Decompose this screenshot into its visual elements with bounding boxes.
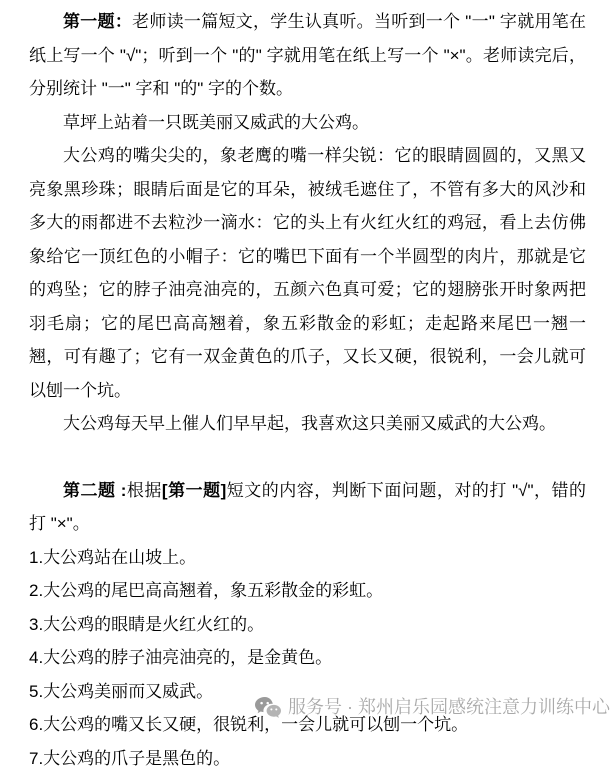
exercise-1-label: 第一题： xyxy=(63,12,132,31)
exercise-2-instructions: 短文的内容，判断下面问题，对的打 "√"，错的打 "×"。 xyxy=(29,481,586,534)
exercise-1-heading xyxy=(29,5,586,106)
question-item-2: 2.大公鸡的尾巴高高翘着，象五彩散金的彩虹。 xyxy=(29,574,586,608)
question-item-1: 1.大公鸡站在山坡上。 xyxy=(29,541,586,575)
story-paragraph-2: 大公鸡的嘴尖尖的，象老鹰的嘴一样尖锐：它的眼睛圆圆的，又黑又亮象黑珍珠；眼睛后面是它的耳朵，被绒毛遮住了，不管有多大的风沙和多大的雨都进不去粒沙一滴水：它的头上有火红火红的鸡冠，看上去仿佛象给它一顶红色的小帽子：它的嘴巴下面有一个半圆型的肉片，那就是它的鸡坠；它的脖子油亮油亮的，五颜六色真可爱；它的翅膀张开时象两把羽毛扇；它的尾巴高高翘着，象五彩散金的彩虹；走起路来尾巴一翘一翘，可有趣了；它有一双金黄色的爪子，又长又硬，很锐利，一会儿就可以刨一个坑。 xyxy=(29,139,586,407)
exercise-1-instructions: 老师读一篇短文，学生认真听。当听到一个 "一" 字就用笔在纸上写一个 "√"；听到一个 "的" 字就用笔在纸上写一个 "×"。老师读完后，分别统计 "一" 字和 "的" 字的个数。 xyxy=(29,12,586,98)
question-item-3: 3.大公鸡的眼睛是火红火红的。 xyxy=(29,608,586,642)
question-item-4: 4.大公鸡的脖子油亮油亮的，是金黄色。 xyxy=(29,641,586,675)
exercise-2-label: 第二题 : xyxy=(63,481,126,500)
watermark xyxy=(255,694,610,720)
story-paragraph-1: 草坪上站着一只既美丽又威武的大公鸡。 xyxy=(29,106,586,140)
exercise-2-reference: [第一题] xyxy=(162,481,226,500)
question-item-6: 6.大公鸡的嘴又长又硬，很锐利，一会儿就可以刨一个坑。 xyxy=(29,708,586,742)
exercise-2-pre-text: 根据 xyxy=(126,481,162,500)
wechat-icon xyxy=(255,697,281,718)
watermark-text: 服务号 · 郑州启乐园感统注意力训练中心 xyxy=(288,694,610,720)
question-item-7: 7.大公鸡的爪子是黑色的。 xyxy=(29,742,586,775)
question-item-5: 5.大公鸡美丽而又威武。 xyxy=(29,675,586,709)
section-gap xyxy=(29,441,586,474)
exercise-2-heading xyxy=(29,474,586,541)
story-paragraph-3: 大公鸡每天早上催人们早早起，我喜欢这只美丽又威武的大公鸡。 xyxy=(29,407,586,441)
